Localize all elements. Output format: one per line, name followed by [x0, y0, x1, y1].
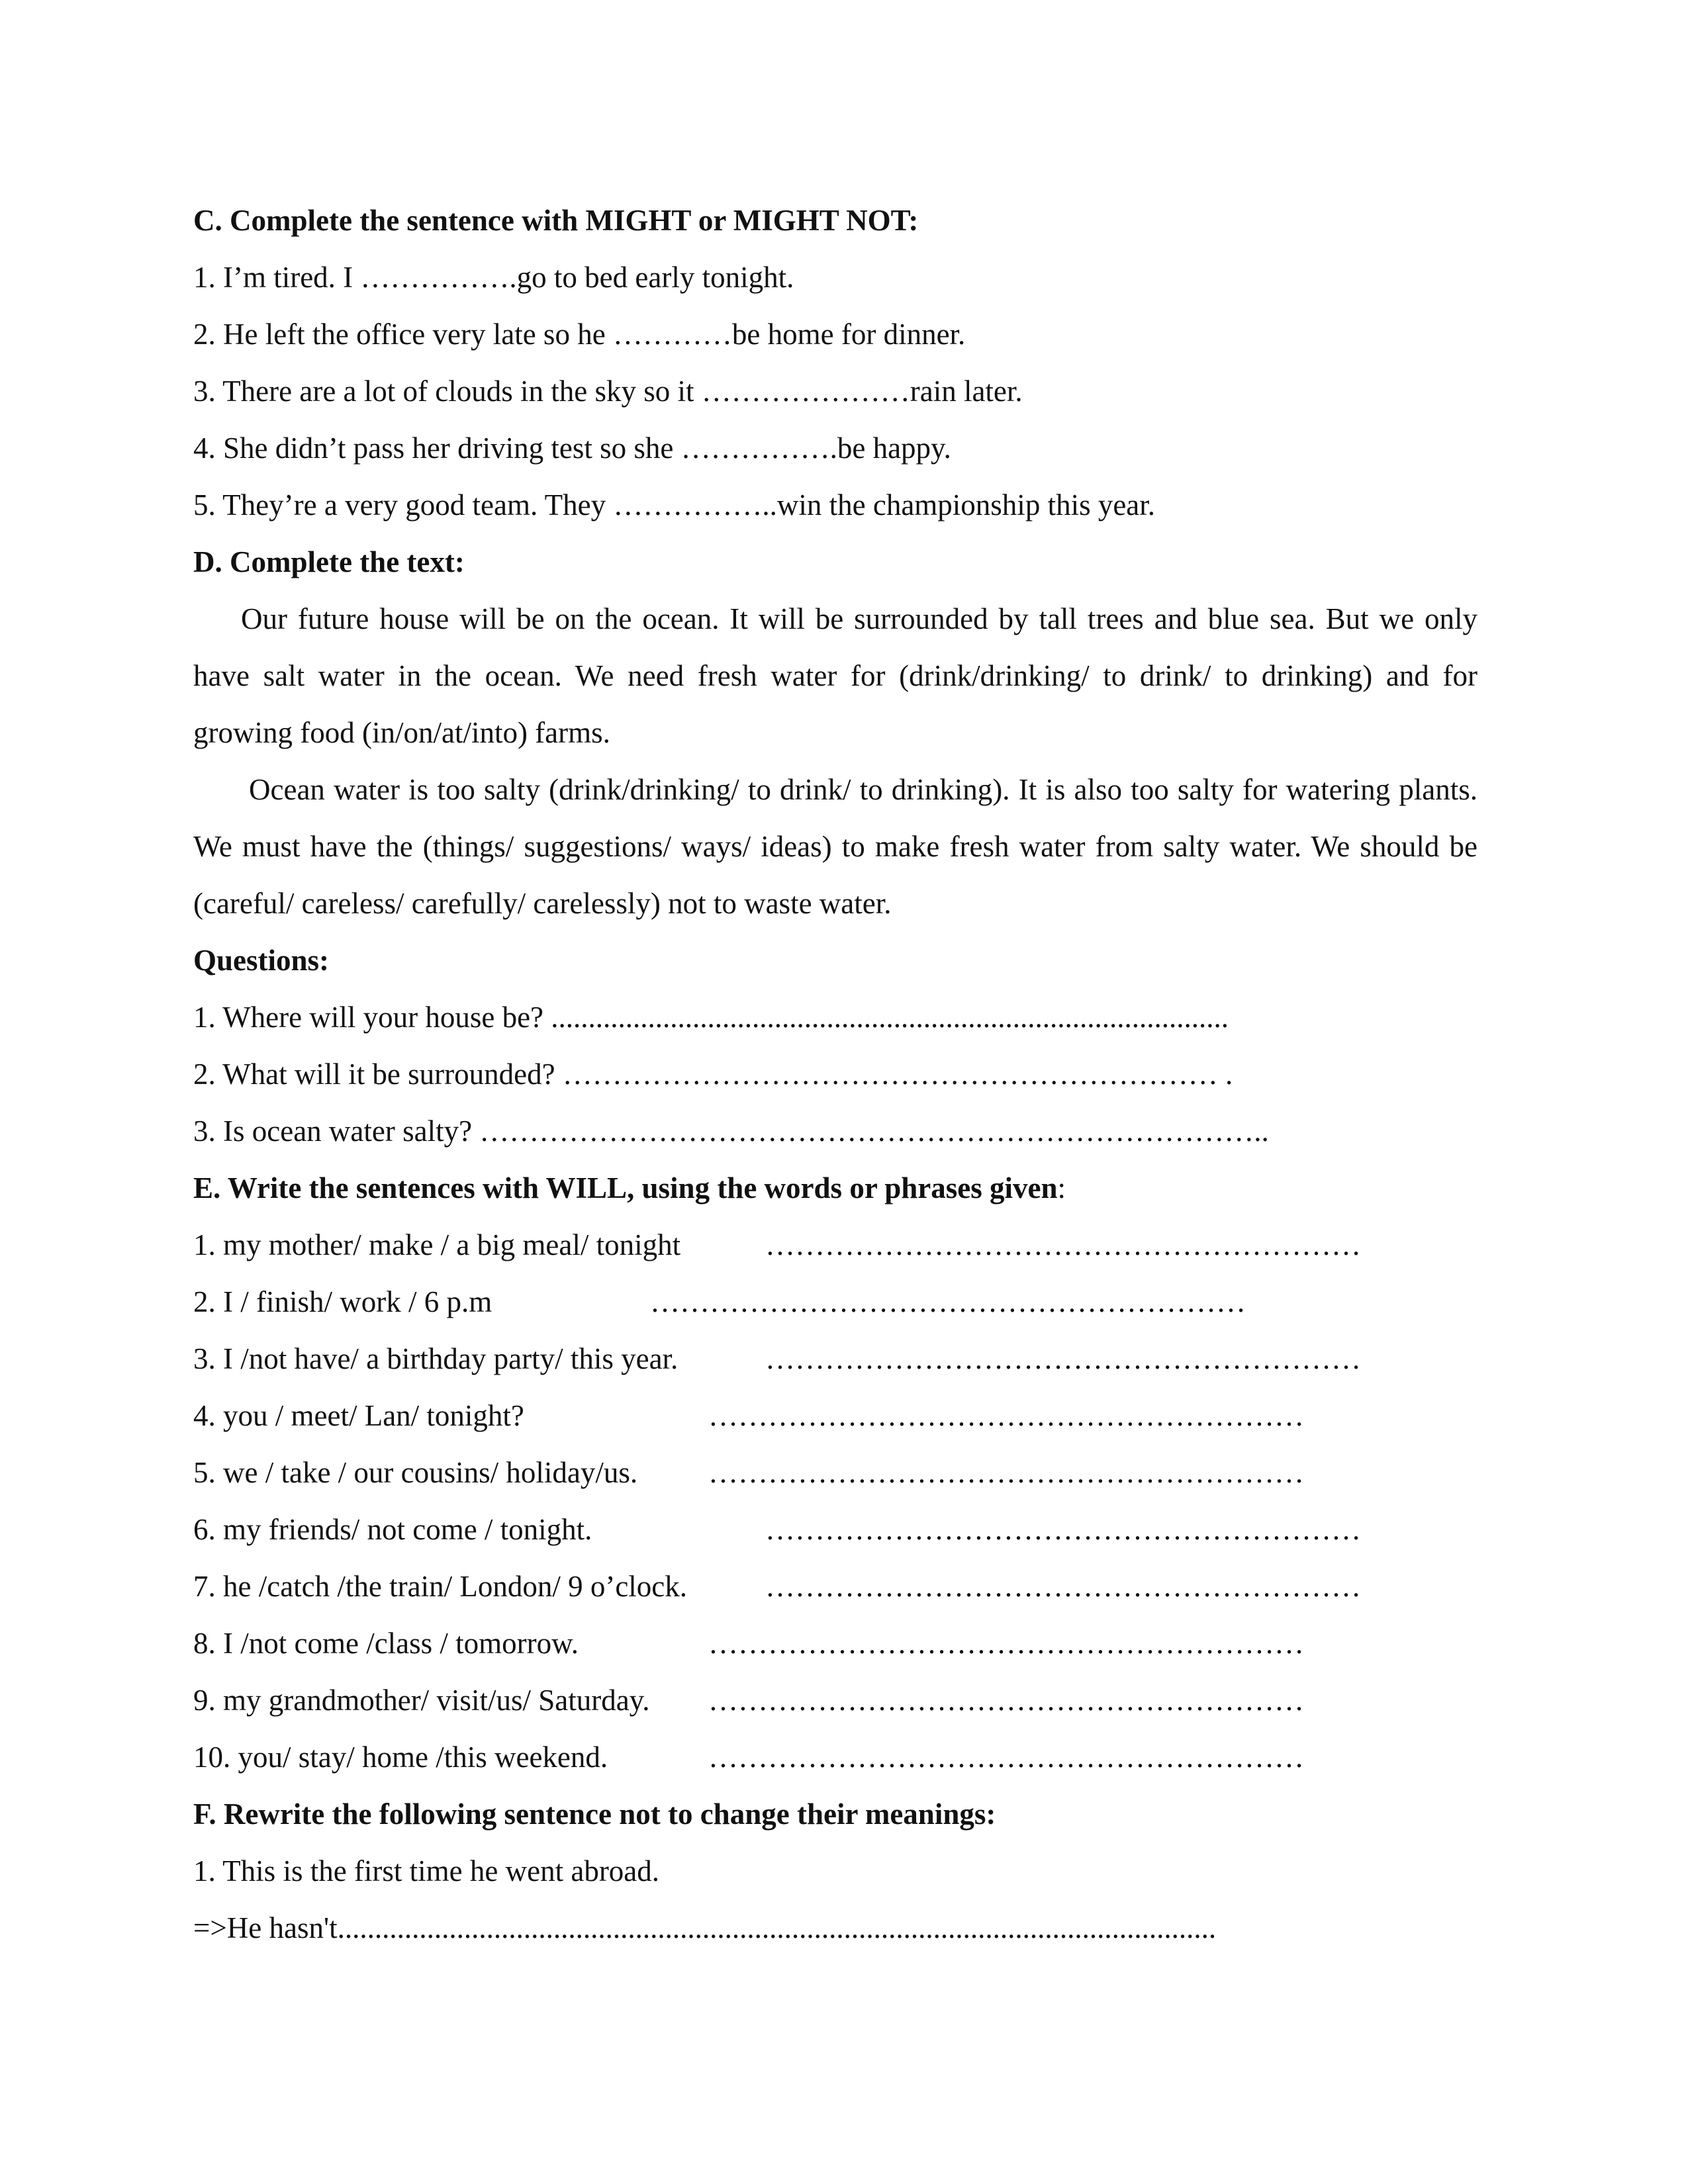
question-3: 3. Is ocean water salty? …………………………………………………………………….. — [193, 1115, 1269, 1148]
section-e-item-text: 3. I /not have/ a birthday party/ this year. — [193, 1342, 679, 1375]
section-f-heading: F. Rewrite the following sentence not to change their meanings: — [193, 1797, 996, 1831]
section-d-heading: D. Complete the text: — [193, 545, 465, 578]
questions-heading: Questions: — [193, 944, 330, 977]
question-1: 1. Where will your house be? ........................................................................................... — [193, 1001, 1229, 1034]
section-c-item-3: 3. There are a lot of clouds in the sky so it …………………rain later. — [193, 375, 1023, 408]
section-f-item-1: 1. This is the first time he went abroad. — [193, 1854, 660, 1888]
section-f-answer-line: =>He hasn't...................................................................................................................... — [193, 1911, 1217, 1944]
section-e-item-6 — [193, 1501, 1477, 1558]
section-e-item-dots: …………………………………………………… — [765, 1513, 1361, 1546]
question-2: 2. What will it be surrounded? ………………………………………………………… . — [193, 1058, 1233, 1091]
worksheet-page — [193, 192, 1477, 1956]
section-e-heading-colon: : — [1057, 1171, 1066, 1205]
section-e-item-text: 2. I / finish/ work / 6 p.m — [193, 1285, 492, 1318]
section-e-item-8 — [193, 1615, 1477, 1672]
section-c-item-4: 4. She didn’t pass her driving test so she …………….be happy. — [193, 432, 951, 465]
section-e-item-5 — [193, 1444, 1477, 1501]
section-e-item-9 — [193, 1672, 1477, 1729]
section-e-item-text: 7. he /catch /the train/ London/ 9 o’clock. — [193, 1570, 688, 1603]
section-e-item-dots: …………………………………………………… — [650, 1285, 1246, 1318]
section-c-item-1: 1. I’m tired. I …………….go to bed early tonight. — [193, 261, 794, 294]
section-e-item-dots: …………………………………………………… — [708, 1456, 1304, 1489]
section-e-item-dots: …………………………………………………… — [765, 1570, 1361, 1603]
section-e-item-dots: …………………………………………………… — [708, 1627, 1304, 1660]
section-e-item-dots: …………………………………………………… — [765, 1342, 1361, 1375]
section-c-item-2: 2. He left the office very late so he …………be home for dinner. — [193, 318, 966, 351]
section-e-item-3 — [193, 1330, 1477, 1387]
section-e-item-text: 10. you/ stay/ home /this weekend. — [193, 1741, 608, 1774]
section-e-item-1 — [193, 1216, 1477, 1273]
section-c-heading: C. Complete the sentence with MIGHT or MIGHT NOT: — [193, 204, 919, 237]
section-e-heading-text: E. Write the sentences with WILL, using the words or phrases given — [193, 1171, 1058, 1205]
section-c-item-5: 5. They’re a very good team. They ……………..win the championship this year. — [193, 488, 1156, 522]
section-e-item-text: 4. you / meet/ Lan/ tonight? — [193, 1399, 524, 1432]
section-e-heading — [193, 1160, 1477, 1216]
section-e-item-dots: …………………………………………………… — [708, 1741, 1304, 1774]
section-e-item-dots: …………………………………………………… — [708, 1684, 1304, 1717]
section-d-paragraph-1: Our future house will be on the ocean. It will be surrounded by tall trees and blue sea. But we only have salt water in the ocean. We need fresh water for (drink/drinking/ to drink/ to drinking) and for growing food (in/on/at/into) farms. — [193, 602, 1477, 749]
section-e-item-text: 8. I /not come /class / tomorrow. — [193, 1627, 579, 1660]
section-e-item-text: 9. my grandmother/ visit/us/ Saturday. — [193, 1684, 650, 1717]
section-e-item-dots: …………………………………………………… — [708, 1399, 1304, 1432]
section-e-item-2 — [193, 1273, 1477, 1330]
section-e-item-text: 1. my mother/ make / a big meal/ tonight — [193, 1228, 681, 1261]
section-e-item-10 — [193, 1729, 1477, 1786]
section-e-item-4 — [193, 1387, 1477, 1444]
section-d-paragraph-2: Ocean water is too salty (drink/drinking/ to drink/ to drinking). It is also too salty for watering plants. We must have the (things/ suggestions/ ways/ ideas) to make fresh water from salty water. We should be (careful/ careless/ carefully/ carelessly) not to waste water. — [193, 773, 1477, 920]
section-e-item-7 — [193, 1558, 1477, 1615]
section-e-item-text: 6. my friends/ not come / tonight. — [193, 1513, 592, 1546]
section-e-item-dots: …………………………………………………… — [765, 1228, 1361, 1261]
section-e-item-text: 5. we / take / our cousins/ holiday/us. — [193, 1456, 638, 1489]
